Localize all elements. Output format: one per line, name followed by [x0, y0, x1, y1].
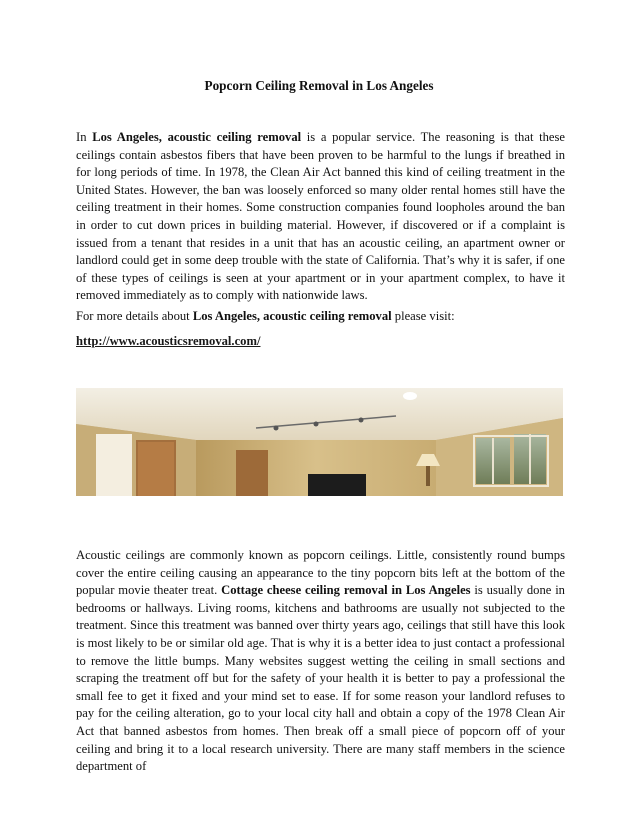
- document-title: Popcorn Ceiling Removal in Los Angeles: [204, 78, 434, 93]
- paragraph-intro-lead: In: [76, 130, 93, 144]
- paragraph-details-keyword: Los Angeles, acoustic ceiling removal: [192, 309, 392, 323]
- link-line: [76, 333, 565, 351]
- paragraph-intro-body: is a popular service. The reasoning is that these ceilings contain asbestos fibers that have been proven to be harmful to the lungs if breathed in for long periods of time. In 1978, the Clean Air Act banned this kind of ceiling treatment in the United States. However, the ban was loosely enforced so many older rental homes still have the ceiling treatment in their homes. Some construction companies found loopholes around the ban in order to cut down prices in building material. However, if discovered or if a complaint is issued from a tenant that resides in a unit that has an acoustic ceiling, an apartment owner or landlord could get in some deep trouble with the state of California. That’s why it is safer, if one of these types of ceilings is seen at your apartment or in your apartment complex, to have it removed immediately as to comply with nationwide laws.: [76, 130, 566, 303]
- paragraph-intro-keyword: Los Angeles, acoustic ceiling removal: [92, 130, 302, 144]
- website-link[interactable]: http://www.acousticsremoval.com/: [76, 334, 261, 348]
- paragraph-popcorn-body: is usually done in bedrooms or hallways. Living rooms, kitchens and bathrooms are usually not subjected to the treatment. Since this treatment was banned over thirty years ago, ceilings that still have this look is most likely to be or similar old age. That is why it is a better idea to just contact a professional to remove the little bumps. Many websites suggest wetting the ceiling in small sections and scraping the treatment off but for the safety of your health it is better to pay a professional the small fee to get it fixed and your mind set to ease. If for some reason your landlord refuses to pay for the ceiling alteration, go to your local city hall and obtain a copy of the 1978 Clean Air Act that banned asbestos from homes. Then break off a small piece of popcorn off of your ceiling and bring it to a local research university. There are many staff members in the science department of: [76, 583, 565, 774]
- paragraph-details-body: please visit:: [391, 309, 455, 323]
- paragraph-details-lead: For more details about: [76, 309, 193, 323]
- paragraph-popcorn-lead: Acoustic ceilings are commonly known as popcorn ceilings. Little, consistently round bumps cover the entire ceiling causing an appearance to the tiny popcorn bits left at the bottom of the popular movie theater treat.: [76, 548, 565, 598]
- paragraph-popcorn-keyword: Cottage cheese ceiling removal in Los Angeles: [221, 583, 471, 598]
- paragraph-intro: [76, 129, 565, 305]
- room-photo: [76, 388, 563, 496]
- paragraph-popcorn: [76, 547, 565, 776]
- paragraph-details: [76, 308, 565, 326]
